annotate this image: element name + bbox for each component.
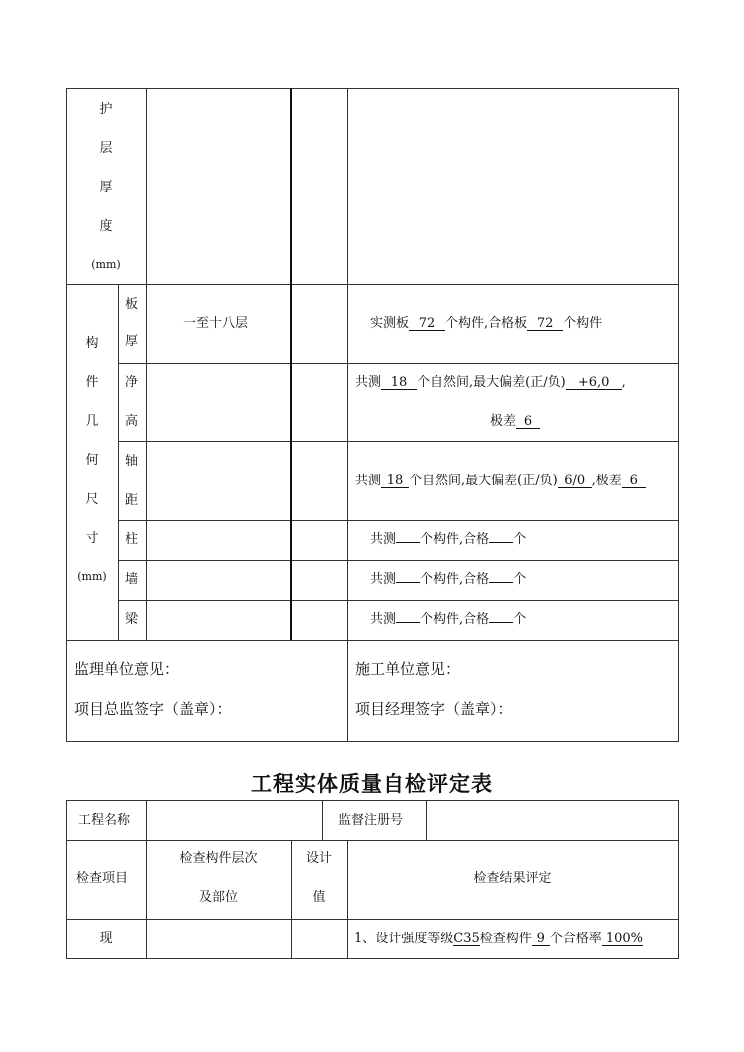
text: 共测 <box>370 572 397 587</box>
text: 个构件,合格 <box>420 572 490 587</box>
column-result <box>370 533 526 546</box>
text: 极差 <box>490 414 517 429</box>
label-char: 层 <box>99 141 113 156</box>
design-value-header: 设计 <box>305 851 332 866</box>
label-char: 度 <box>99 219 113 234</box>
label-char: 寸 <box>85 531 99 546</box>
geometry-label <box>77 336 107 583</box>
height-range <box>490 415 540 429</box>
sub-label: 厚 <box>125 334 139 349</box>
label-char: 构 <box>85 336 99 351</box>
label-char: (mm) <box>77 570 107 583</box>
beam-result <box>370 613 526 626</box>
inspection-item-header: 检查项目 <box>76 871 129 886</box>
axis-result <box>355 474 678 488</box>
fill-value: 6 <box>622 474 646 488</box>
sub-label: 高 <box>125 414 139 429</box>
text: 共测 <box>370 612 397 627</box>
sub-label: 柱 <box>125 532 139 547</box>
text: 1、设计强度等级 <box>354 932 454 946</box>
label-char: 尺 <box>85 492 99 507</box>
fill-value: 18 <box>381 376 417 390</box>
sub-label: 轴 <box>125 454 139 469</box>
sub-label: 板 <box>125 297 139 312</box>
label-char: 件 <box>85 375 99 390</box>
supervision-reg-field[interactable] <box>427 801 678 840</box>
fill-value: +6,0 <box>566 376 622 390</box>
design-value-header: 值 <box>312 890 326 905</box>
text: 个构件 <box>563 316 603 331</box>
cover-thickness-label <box>91 102 121 271</box>
fill-value: 9 <box>532 932 550 946</box>
sub-label: 净 <box>125 375 139 390</box>
text: 共测 <box>355 375 382 390</box>
result-eval-header: 检查结果评定 <box>473 871 552 886</box>
fill-value: 6/0 <box>558 474 592 488</box>
text: 共测 <box>370 532 397 547</box>
text: 实测板 <box>370 316 410 331</box>
fill-value: C35 <box>453 932 480 946</box>
floor-range: 一至十八层 <box>183 316 249 331</box>
label-char: (mm) <box>91 258 121 271</box>
project-name-field[interactable] <box>147 801 322 840</box>
height-result <box>355 376 626 390</box>
text: ,极差 <box>591 474 622 488</box>
sub-label: 梁 <box>125 612 139 627</box>
text: 检查构件 <box>479 932 532 946</box>
supervision-opinion: 监理单位意见： <box>74 660 180 678</box>
construction-opinion: 施工单位意见： <box>355 660 461 678</box>
fill-value: 72 <box>527 317 563 331</box>
chief-supervisor-sign: 项目总监签字（盖章）： <box>74 700 232 718</box>
text: 个构件,合格 <box>420 532 490 547</box>
sub-label: 距 <box>125 493 139 508</box>
fill-value: 6 <box>516 415 540 429</box>
text: 个构件,合格板 <box>445 316 528 331</box>
text: , <box>621 375 626 390</box>
project-name-label: 工程名称 <box>78 813 131 828</box>
label-char: 何 <box>85 453 99 468</box>
slab-result <box>370 317 602 331</box>
label-char: 厚 <box>99 180 113 195</box>
text: 个合格率 <box>549 932 602 946</box>
text: 个构件,合格 <box>420 612 490 627</box>
strength-result <box>354 932 678 946</box>
supervision-reg-label: 监督注册号 <box>338 813 404 828</box>
form-title: 工程实体质量自检评定表 <box>251 771 493 796</box>
label-char: 几 <box>85 414 99 429</box>
text: 个 <box>513 572 527 587</box>
fill-value: 100% <box>602 932 643 946</box>
label-char: 护 <box>99 102 113 117</box>
fill-value: 72 <box>409 317 445 331</box>
floor-part-header: 及部位 <box>198 890 238 905</box>
floor-part-header: 检查构件层次 <box>179 851 258 866</box>
text: 个 <box>513 612 527 627</box>
text: 共测 <box>355 474 382 488</box>
text: 个自然间,最大偏差(正/负) <box>409 474 558 488</box>
text: 个自然间,最大偏差(正/负) <box>417 375 566 390</box>
wall-result <box>370 573 526 586</box>
fill-value: 18 <box>381 474 409 488</box>
text: 个 <box>513 532 527 547</box>
manager-sign: 项目经理签字（盖章）： <box>355 700 513 718</box>
row-label: 现 <box>99 931 113 946</box>
sub-label: 墙 <box>125 572 139 587</box>
